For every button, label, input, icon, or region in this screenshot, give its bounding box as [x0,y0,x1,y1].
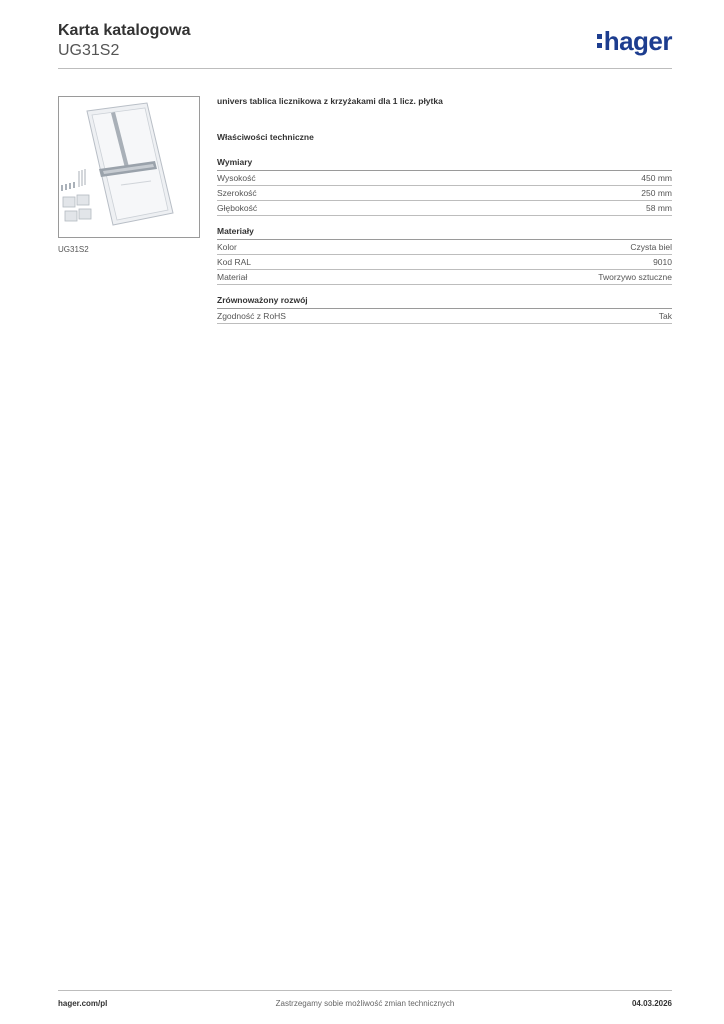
section-title: Wymiary [217,157,672,171]
row-label: Materiał [217,272,248,282]
row-label: Kod RAL [217,257,252,267]
properties-heading: Właściwości techniczne [217,132,314,142]
section-sustainability [217,295,672,324]
table-row [217,186,672,201]
page-title: Karta katalogowa [58,22,191,39]
product-code: UG31S2 [58,42,120,59]
product-description: univers tablica licznikowa z krzyżakami dla 1 licz. płytka [217,96,443,106]
row-value: Czysta biel [630,242,672,252]
row-value: Tworzywo sztuczne [598,272,672,282]
document-date: 04.03.2026 [631,999,672,1008]
row-value: 58 mm [646,203,672,213]
row-label: Kolor [217,242,237,252]
section-dimensions [217,157,672,216]
page-header [58,20,672,69]
table-row [217,201,672,216]
section-materials [217,226,672,285]
table-row [217,171,672,186]
table-row [217,255,672,270]
disclaimer: Zastrzegamy sobie możliwość zmian technicznych [275,999,455,1008]
row-label: Zgodność z RoHS [217,311,286,321]
page-footer [58,990,672,1011]
product-details [217,96,672,334]
row-value: 9010 [653,257,672,267]
row-label: Wysokość [217,173,256,183]
logo-dots-icon [597,34,602,48]
section-title: Zrównoważony rozwój [217,295,672,309]
table-row [217,270,672,285]
row-value: 450 mm [641,173,672,183]
row-label: Szerokość [217,188,257,198]
table-row [217,240,672,255]
table-row [217,309,672,324]
meter-board-illustration [59,97,199,237]
image-caption: UG31S2 [58,245,89,254]
product-image [58,96,200,238]
row-label: Głębokość [217,203,258,213]
row-value: 250 mm [641,188,672,198]
hager-logo [597,26,672,56]
website-link[interactable]: hager.com/pl [58,999,108,1008]
row-value: Tak [658,311,672,321]
logo-text: hager [603,26,672,56]
section-title: Materiały [217,226,672,240]
